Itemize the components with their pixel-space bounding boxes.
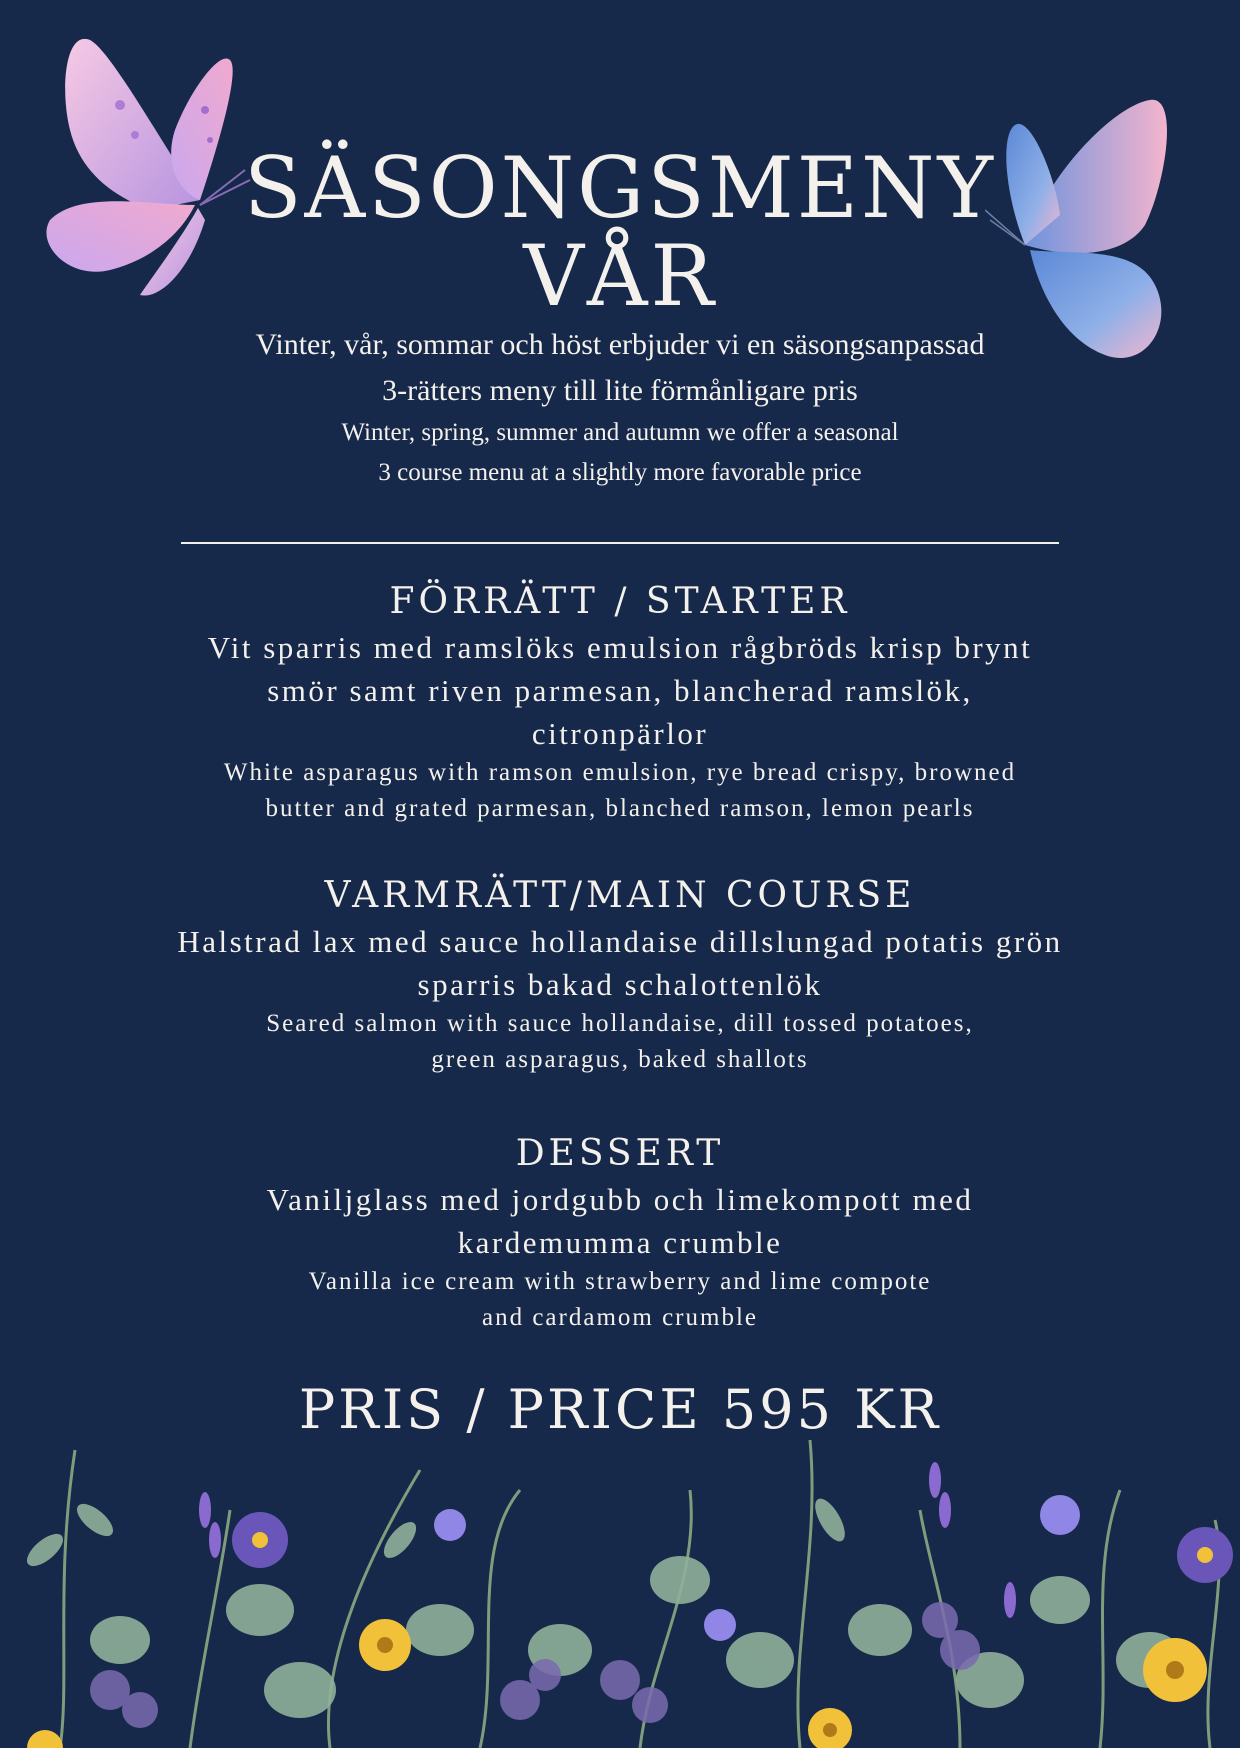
dish-line: smör samt riven parmesan, blancherad ramslök,	[267, 673, 973, 708]
dish-line: citronpärlor	[531, 716, 709, 751]
dish-description-swedish	[110, 1178, 1130, 1264]
menu-title: SÄSONGSMENY	[243, 139, 997, 237]
dish-line: Halstrad lax med sauce hollandaise dillslungad potatis grön	[177, 924, 1063, 959]
dish-description-swedish	[110, 920, 1130, 1006]
dish-line: White asparagus with ramson emulsion, rye bread crispy, browned	[223, 759, 1017, 786]
divider	[181, 542, 1059, 544]
dish-line: kardemumma crumble	[457, 1225, 783, 1260]
dish-line: Vanilla ice cream with strawberry and lime compote	[308, 1268, 932, 1295]
dish-description-swedish	[110, 626, 1130, 755]
intro-swedish	[0, 322, 1240, 414]
section-starter	[110, 578, 1130, 827]
dish-line: and cardamom crumble	[481, 1304, 758, 1331]
dish-line: Vaniljglass med jordgubb och limekompott med	[266, 1182, 974, 1217]
menu-subtitle-season: VÅR	[523, 227, 717, 325]
dish-line: green asparagus, baked shallots	[431, 1046, 809, 1073]
intro-english-line: 3 course menu at a slightly more favorable price	[378, 459, 862, 486]
intro-swedish-line: Vinter, vår, sommar och höst erbjuder vi en säsongsanpassad	[255, 328, 985, 361]
section-heading: DESSERT	[515, 1133, 725, 1174]
section-heading: VARMRÄTT/MAIN COURSE	[324, 875, 916, 916]
menu-price: PRIS / PRICE 595 KR	[298, 1378, 942, 1441]
floral-border-illustration	[0, 1430, 1240, 1748]
dish-description-english	[110, 1006, 1130, 1078]
intro-english-line: Winter, spring, summer and autumn we offer a seasonal	[341, 419, 899, 446]
intro-swedish-line: 3-rätters meny till lite förmånligare pris	[382, 374, 858, 407]
dish-line: butter and grated parmesan, blanched ramson, lemon pearls	[265, 795, 975, 822]
dish-line: sparris bakad schalottenlök	[417, 967, 823, 1002]
dish-line: Vit sparris med ramslöks emulsion rågbröds krisp brynt	[207, 630, 1033, 665]
dish-description-english	[110, 1264, 1130, 1336]
dish-description-english	[110, 755, 1130, 827]
section-dessert	[110, 1130, 1130, 1336]
dish-line: Seared salmon with sauce hollandaise, dill tossed potatoes,	[266, 1010, 974, 1037]
section-heading: FÖRRÄTT / STARTER	[389, 581, 851, 622]
section-main-course	[110, 872, 1130, 1078]
intro-english	[0, 413, 1240, 493]
